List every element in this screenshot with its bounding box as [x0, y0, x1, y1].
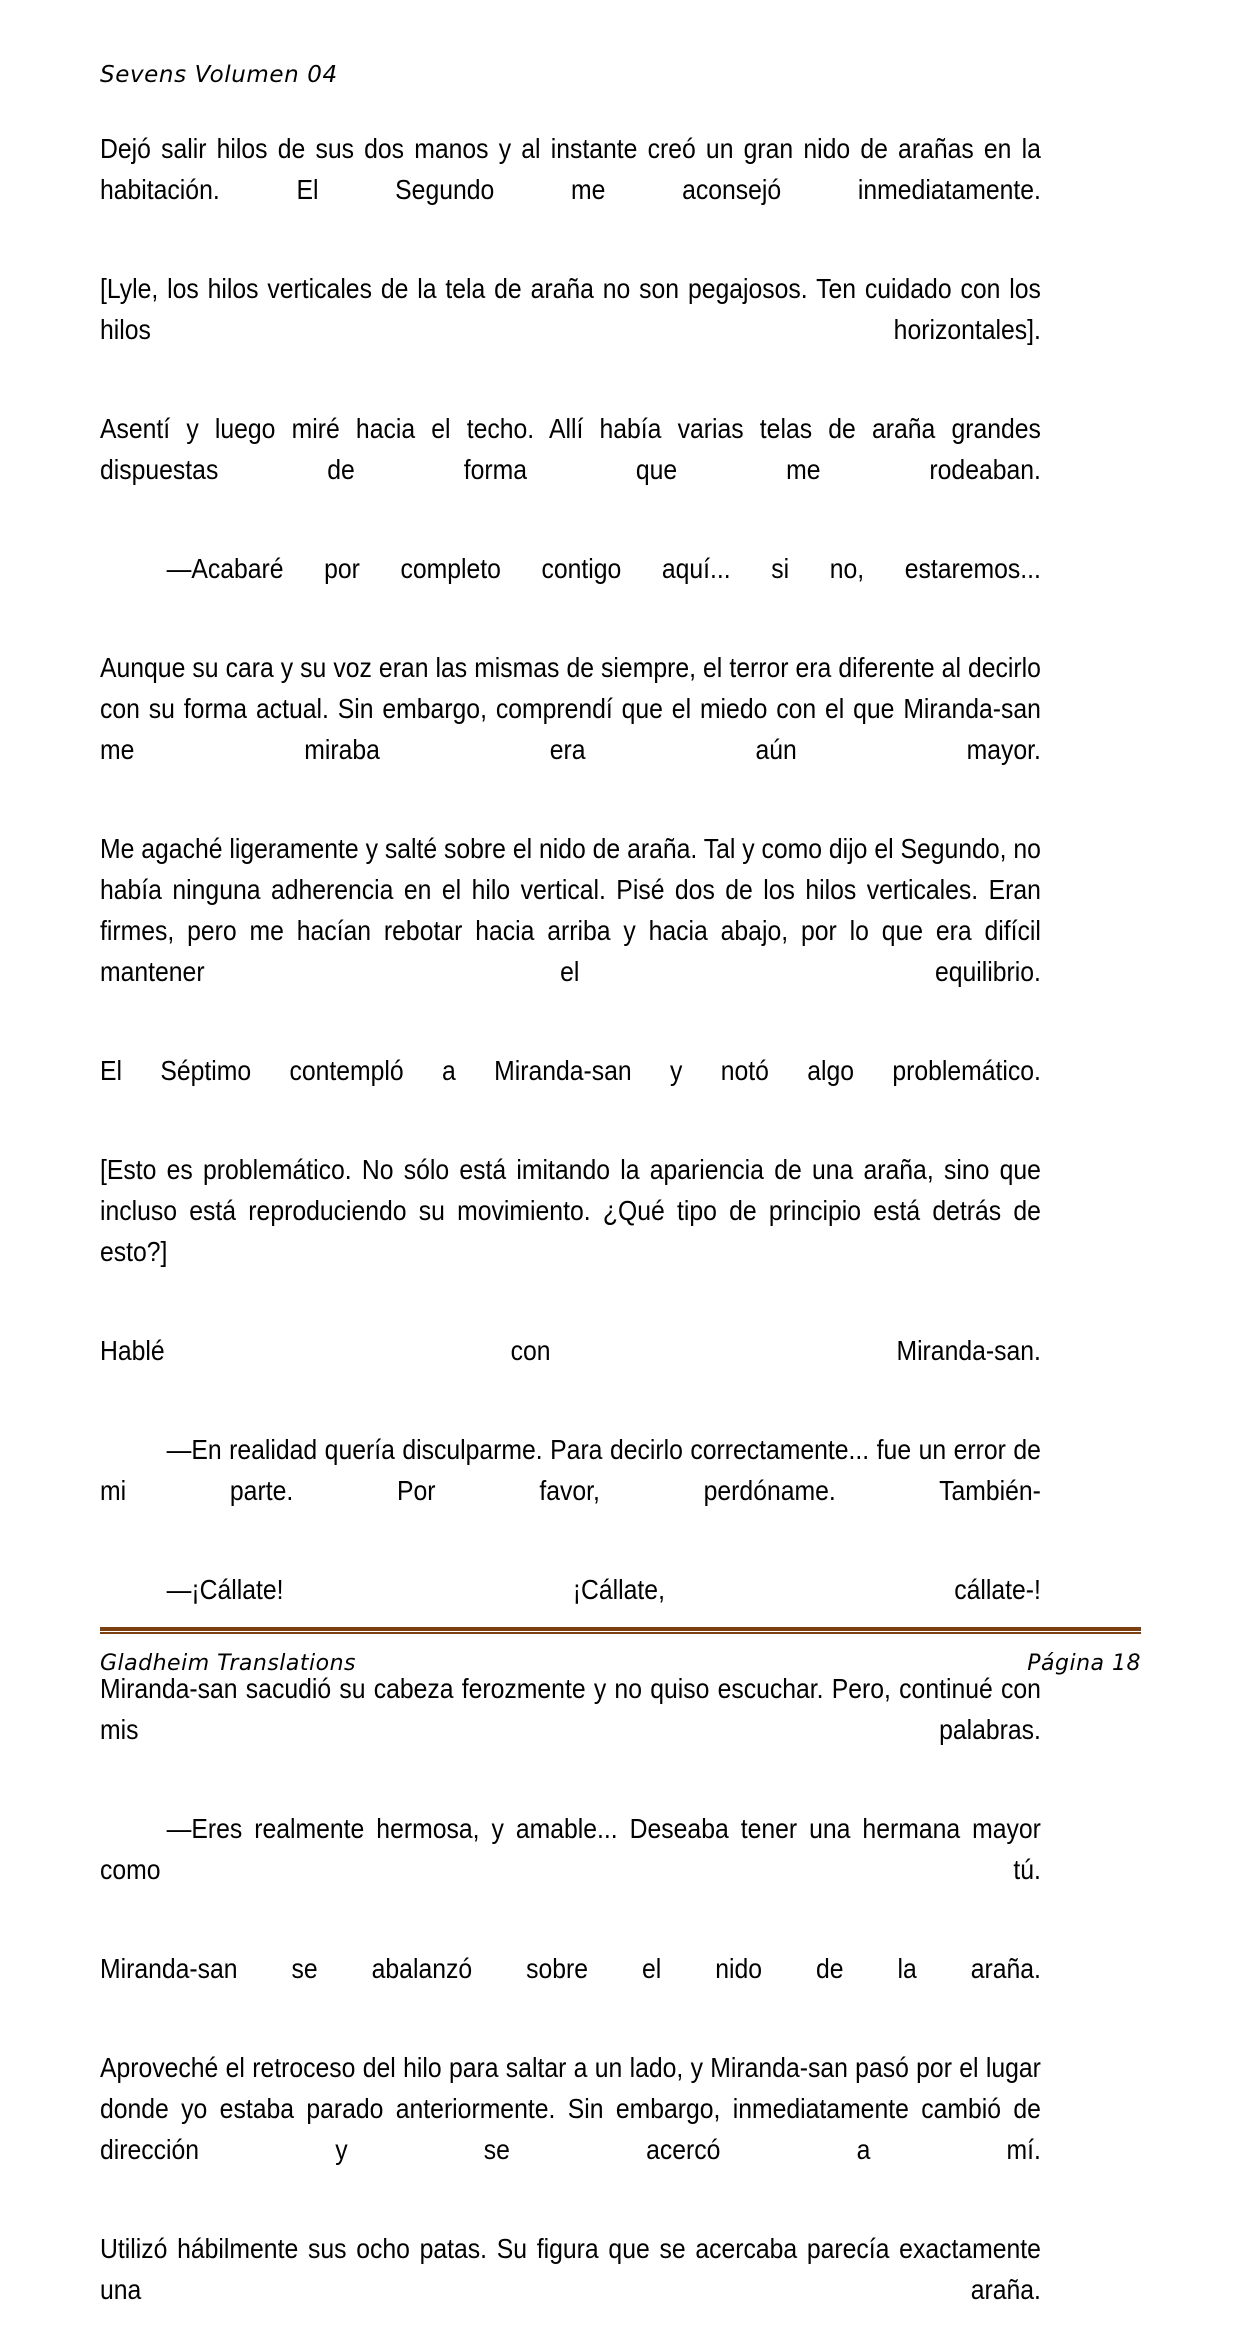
body-paragraph: Miranda-san se abalanzó sobre el nido de la araña.: [100, 1953, 1041, 1984]
body-paragraph: El Séptimo contempló a Miranda-san y notó algo problemático.: [100, 1055, 1041, 1086]
dialogue-paragraph: —Acabaré por completo contigo aquí... si no, estaremos...: [166, 553, 1041, 584]
footer-divider-rule: [100, 1627, 1141, 1634]
footer-rule-thick: [100, 1627, 1141, 1631]
dialogue-paragraph: —Eres realmente hermosa, y amable... Deseaba tener una hermana mayor como tú.: [100, 1813, 1041, 1885]
body-paragraph: Me agaché ligeramente y salté sobre el nido de araña. Tal y como dijo el Segundo, no había ninguna adherencia en el hilo vertical. Pisé dos de los hilos verticales. Eran firmes, pero me hacían rebotar hacia arriba y hacia abajo, por lo que era difícil mantener el equilibrio.: [100, 833, 1041, 987]
body-paragraph: Hablé con Miranda-san.: [100, 1335, 1041, 1366]
footer-row: [100, 1651, 1141, 1676]
footer-rule-thin: [100, 1632, 1141, 1634]
body-paragraph: Aunque su cara y su voz eran las mismas de siempre, el terror era diferente al decirlo con su forma actual. Sin embargo, comprendí que el miedo con el que Miranda-san me miraba era aún mayor.: [100, 652, 1041, 765]
page-body-text: [100, 128, 1041, 2351]
body-paragraph: Aproveché el retroceso del hilo para saltar a un lado, y Miranda-san pasó por el lugar donde yo estaba parado anteriormente. Sin embargo, inmediatamente cambió de dirección y se acercó a mí.: [100, 2052, 1041, 2165]
body-paragraph: [Esto es problemático. No sólo está imitando la apariencia de una araña, sino que incluso está reproduciendo su movimiento. ¿Qué tipo de principio está detrás de esto?]: [100, 1154, 1041, 1267]
footer-credit: Gladheim Translations: [100, 1651, 356, 1676]
body-paragraph: Miranda-san sacudió su cabeza ferozmente y no quiso escuchar. Pero, continué con mis palabras.: [100, 1673, 1041, 1745]
dialogue-paragraph: —En realidad quería disculparme. Para decirlo correctamente... fue un error de mi parte. Por favor, perdóname. También-: [100, 1434, 1041, 1506]
body-paragraph: Asentí y luego miré hacia el techo. Allí había varias telas de araña grandes dispuestas de forma que me rodeaban.: [100, 413, 1041, 485]
body-paragraph: [Lyle, los hilos verticales de la tela de araña no son pegajosos. Ten cuidado con los hilos horizontales].: [100, 273, 1041, 345]
dialogue-paragraph: —¡Cállate! ¡Cállate, cállate-!: [166, 1574, 1041, 1605]
footer-page-number: Página 18: [1027, 1651, 1141, 1676]
body-paragraph: Utilizó hábilmente sus ocho patas. Su figura que se acercaba parecía exactamente una araña.: [100, 2233, 1041, 2305]
running-footer: [100, 1627, 1141, 1676]
header-title: Sevens Volumen 04: [100, 62, 338, 88]
running-header: [100, 62, 1141, 102]
body-paragraph: Dejó salir hilos de sus dos manos y al instante creó un gran nido de arañas en la habitación. El Segundo me aconsejó inmediatamente.: [100, 133, 1041, 205]
